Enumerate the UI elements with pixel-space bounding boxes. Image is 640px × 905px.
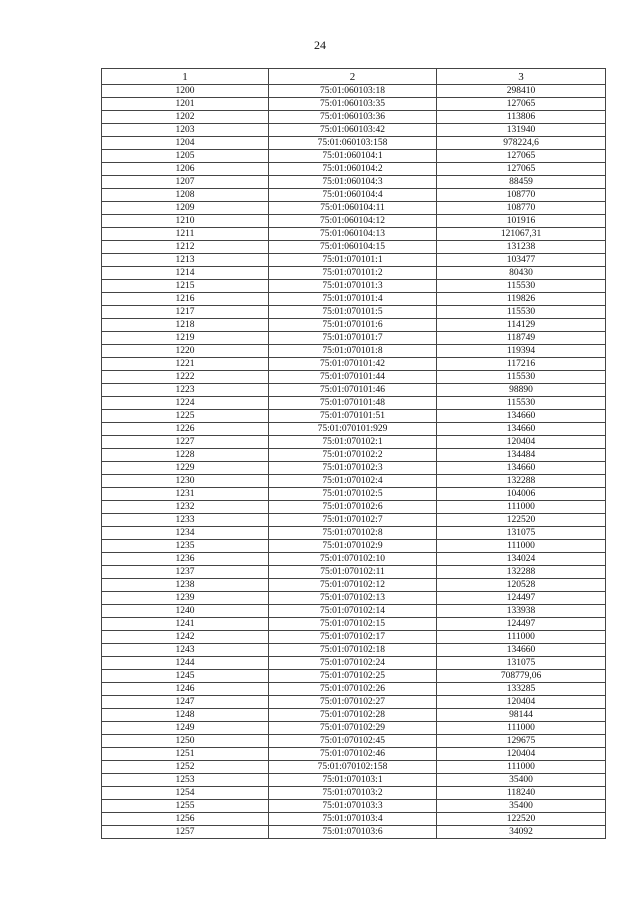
table-cell: 1246 [102, 683, 269, 696]
table-cell: 1220 [102, 345, 269, 358]
table-cell: 75:01:060104:15 [269, 241, 437, 254]
table-row [102, 449, 606, 462]
table-cell: 121067,31 [437, 228, 606, 241]
table-row [102, 241, 606, 254]
table-cell: 75:01:070103:6 [269, 826, 437, 839]
table-cell: 75:01:070101:44 [269, 371, 437, 384]
table-cell: 101916 [437, 215, 606, 228]
table-cell: 1231 [102, 488, 269, 501]
table-row [102, 683, 606, 696]
table-cell: 1248 [102, 709, 269, 722]
table-row [102, 98, 606, 111]
column-header-3: 3 [437, 69, 606, 85]
table-cell: 134660 [437, 410, 606, 423]
table-row [102, 280, 606, 293]
table-cell: 1257 [102, 826, 269, 839]
table-cell: 1203 [102, 124, 269, 137]
table-row [102, 371, 606, 384]
table-cell: 114129 [437, 319, 606, 332]
table-cell: 1255 [102, 800, 269, 813]
table-row [102, 345, 606, 358]
table-row [102, 592, 606, 605]
table-row [102, 215, 606, 228]
table-cell: 75:01:070102:5 [269, 488, 437, 501]
table-cell: 1210 [102, 215, 269, 228]
table-cell: 111000 [437, 501, 606, 514]
table-cell: 75:01:060104:3 [269, 176, 437, 189]
table-cell: 1247 [102, 696, 269, 709]
table-cell: 1234 [102, 527, 269, 540]
table-cell: 75:01:060104:12 [269, 215, 437, 228]
table-cell: 80430 [437, 267, 606, 280]
table-cell: 75:01:070102:15 [269, 618, 437, 631]
table-row [102, 358, 606, 371]
table-cell: 75:01:070102:11 [269, 566, 437, 579]
table-cell: 75:01:070102:1 [269, 436, 437, 449]
table-cell: 1239 [102, 592, 269, 605]
table-cell: 1206 [102, 163, 269, 176]
table-cell: 75:01:070102:26 [269, 683, 437, 696]
table-cell: 1209 [102, 202, 269, 215]
table-cell: 118240 [437, 787, 606, 800]
table-row [102, 462, 606, 475]
page-number: 24 [314, 38, 326, 52]
table-cell: 75:01:070102:45 [269, 735, 437, 748]
table-row [102, 202, 606, 215]
column-header-1: 1 [102, 69, 269, 85]
table-cell: 1225 [102, 410, 269, 423]
table-cell: 75:01:070101:4 [269, 293, 437, 306]
table-cell: 124497 [437, 618, 606, 631]
table-cell: 75:01:070101:48 [269, 397, 437, 410]
table-cell: 1212 [102, 241, 269, 254]
header-row [102, 69, 606, 85]
table-body [102, 85, 606, 839]
table-cell: 1228 [102, 449, 269, 462]
table-cell: 75:01:070102:12 [269, 579, 437, 592]
table-row [102, 254, 606, 267]
table-cell: 34092 [437, 826, 606, 839]
table-cell: 1205 [102, 150, 269, 163]
table-cell: 75:01:060103:158 [269, 137, 437, 150]
table-cell: 1217 [102, 306, 269, 319]
table-cell: 88459 [437, 176, 606, 189]
table-row [102, 826, 606, 839]
table-cell: 115530 [437, 280, 606, 293]
table-cell: 108770 [437, 202, 606, 215]
table-row [102, 813, 606, 826]
table-cell: 1218 [102, 319, 269, 332]
table-cell: 75:01:070102:9 [269, 540, 437, 553]
table-row [102, 397, 606, 410]
table-cell: 131940 [437, 124, 606, 137]
table-cell: 75:01:070102:10 [269, 553, 437, 566]
table-cell: 111000 [437, 761, 606, 774]
table-cell: 1201 [102, 98, 269, 111]
table-cell: 1252 [102, 761, 269, 774]
table-cell: 1202 [102, 111, 269, 124]
table-row [102, 514, 606, 527]
table-cell: 1251 [102, 748, 269, 761]
table-cell: 1244 [102, 657, 269, 670]
table-cell: 75:01:070102:18 [269, 644, 437, 657]
table-cell: 127065 [437, 163, 606, 176]
table-cell: 1207 [102, 176, 269, 189]
table-cell: 132288 [437, 566, 606, 579]
column-header-2: 2 [269, 69, 437, 85]
table-cell: 1254 [102, 787, 269, 800]
table-cell: 75:01:070101:42 [269, 358, 437, 371]
table-cell: 75:01:060104:4 [269, 189, 437, 202]
table-cell: 1250 [102, 735, 269, 748]
table-row [102, 475, 606, 488]
table-cell: 117216 [437, 358, 606, 371]
table-cell: 127065 [437, 98, 606, 111]
table-cell: 75:01:070101:51 [269, 410, 437, 423]
table-cell: 134660 [437, 462, 606, 475]
table-row [102, 709, 606, 722]
table-row [102, 189, 606, 202]
table-row [102, 111, 606, 124]
table-cell: 120404 [437, 696, 606, 709]
table-row [102, 540, 606, 553]
table-row [102, 553, 606, 566]
table-cell: 1253 [102, 774, 269, 787]
table-row [102, 605, 606, 618]
table-row [102, 488, 606, 501]
table-cell: 1211 [102, 228, 269, 241]
table-cell: 115530 [437, 306, 606, 319]
table-cell: 75:01:070102:17 [269, 631, 437, 644]
table-cell: 75:01:070102:6 [269, 501, 437, 514]
table-cell: 120404 [437, 436, 606, 449]
table-cell: 1223 [102, 384, 269, 397]
table-cell: 119394 [437, 345, 606, 358]
table-cell: 1222 [102, 371, 269, 384]
table-cell: 1213 [102, 254, 269, 267]
table-cell: 75:01:060104:1 [269, 150, 437, 163]
table-row [102, 176, 606, 189]
table-row [102, 410, 606, 423]
table-cell: 127065 [437, 150, 606, 163]
table-cell: 75:01:070103:3 [269, 800, 437, 813]
table-cell: 35400 [437, 774, 606, 787]
table-cell: 75:01:070102:158 [269, 761, 437, 774]
table-cell: 75:01:070102:13 [269, 592, 437, 605]
table-cell: 75:01:060103:35 [269, 98, 437, 111]
table-cell: 1215 [102, 280, 269, 293]
table-row [102, 527, 606, 540]
table-cell: 1216 [102, 293, 269, 306]
table-cell: 75:01:070101:6 [269, 319, 437, 332]
table-cell: 124497 [437, 592, 606, 605]
table-cell: 122520 [437, 514, 606, 527]
table-cell: 115530 [437, 397, 606, 410]
table-cell: 120404 [437, 748, 606, 761]
table-cell: 978224,6 [437, 137, 606, 150]
table-cell: 75:01:070103:2 [269, 787, 437, 800]
table-cell: 75:01:070102:7 [269, 514, 437, 527]
table-row [102, 787, 606, 800]
table-cell: 103477 [437, 254, 606, 267]
table-cell: 1229 [102, 462, 269, 475]
table-cell: 129675 [437, 735, 606, 748]
table-cell: 708779,06 [437, 670, 606, 683]
table-row [102, 163, 606, 176]
table-row [102, 319, 606, 332]
table-cell: 1256 [102, 813, 269, 826]
table-cell: 111000 [437, 722, 606, 735]
table-row [102, 137, 606, 150]
table-cell: 75:01:070101:8 [269, 345, 437, 358]
table-cell: 75:01:070102:25 [269, 670, 437, 683]
table-row [102, 631, 606, 644]
table-row [102, 306, 606, 319]
table-cell: 1233 [102, 514, 269, 527]
table-cell: 75:01:070103:1 [269, 774, 437, 787]
table-cell: 1249 [102, 722, 269, 735]
table-cell: 75:01:060103:18 [269, 85, 437, 98]
table-cell: 122520 [437, 813, 606, 826]
table-row [102, 618, 606, 631]
table-row [102, 657, 606, 670]
table-cell: 75:01:070102:24 [269, 657, 437, 670]
table-cell: 98144 [437, 709, 606, 722]
table-row [102, 644, 606, 657]
table-cell: 1208 [102, 189, 269, 202]
table-cell: 75:01:070101:929 [269, 423, 437, 436]
table-row [102, 423, 606, 436]
table-cell: 1241 [102, 618, 269, 631]
table-cell: 75:01:060104:11 [269, 202, 437, 215]
table-cell: 75:01:070101:46 [269, 384, 437, 397]
table-cell: 111000 [437, 540, 606, 553]
table-cell: 108770 [437, 189, 606, 202]
table-row [102, 293, 606, 306]
table-row [102, 774, 606, 787]
table-row [102, 436, 606, 449]
table-cell: 75:01:070101:2 [269, 267, 437, 280]
table-cell: 131075 [437, 657, 606, 670]
table-cell: 75:01:060104:13 [269, 228, 437, 241]
table-cell: 1226 [102, 423, 269, 436]
table-cell: 104006 [437, 488, 606, 501]
table-row [102, 384, 606, 397]
table-cell: 131238 [437, 241, 606, 254]
table-row [102, 332, 606, 345]
table-cell: 1245 [102, 670, 269, 683]
table-cell: 132288 [437, 475, 606, 488]
table-cell: 1219 [102, 332, 269, 345]
table-row [102, 150, 606, 163]
table-row [102, 579, 606, 592]
table-cell: 75:01:070102:3 [269, 462, 437, 475]
table-cell: 1224 [102, 397, 269, 410]
table-cell: 134660 [437, 644, 606, 657]
table-row [102, 501, 606, 514]
table-cell: 75:01:070101:7 [269, 332, 437, 345]
table-row [102, 722, 606, 735]
table-cell: 75:01:070101:3 [269, 280, 437, 293]
table-cell: 115530 [437, 371, 606, 384]
table-row [102, 228, 606, 241]
table-row [102, 267, 606, 280]
table-cell: 98890 [437, 384, 606, 397]
table-cell: 75:01:070102:2 [269, 449, 437, 462]
table-cell: 134484 [437, 449, 606, 462]
table-cell: 75:01:060103:42 [269, 124, 437, 137]
table-cell: 133285 [437, 683, 606, 696]
table-row [102, 670, 606, 683]
table-cell: 1237 [102, 566, 269, 579]
table-cell: 1242 [102, 631, 269, 644]
table-cell: 120528 [437, 579, 606, 592]
table-cell: 75:01:060104:2 [269, 163, 437, 176]
table-cell: 134660 [437, 423, 606, 436]
table-row [102, 800, 606, 813]
table-cell: 75:01:070102:14 [269, 605, 437, 618]
table-row [102, 124, 606, 137]
table-cell: 131075 [437, 527, 606, 540]
table-cell: 75:01:070102:46 [269, 748, 437, 761]
table-cell: 1240 [102, 605, 269, 618]
table-cell: 118749 [437, 332, 606, 345]
data-table [101, 68, 606, 839]
table-cell: 298410 [437, 85, 606, 98]
table-cell: 75:01:070102:29 [269, 722, 437, 735]
table-cell: 75:01:070102:8 [269, 527, 437, 540]
table-row [102, 85, 606, 98]
table-cell: 133938 [437, 605, 606, 618]
table-cell: 75:01:070101:5 [269, 306, 437, 319]
table-cell: 1204 [102, 137, 269, 150]
table-cell: 111000 [437, 631, 606, 644]
table-cell: 1243 [102, 644, 269, 657]
table-cell: 134024 [437, 553, 606, 566]
table-cell: 75:01:070102:4 [269, 475, 437, 488]
table-cell: 1214 [102, 267, 269, 280]
table-cell: 1236 [102, 553, 269, 566]
table-cell: 1230 [102, 475, 269, 488]
table-cell: 1227 [102, 436, 269, 449]
table-row [102, 735, 606, 748]
table-cell: 75:01:070102:28 [269, 709, 437, 722]
table-cell: 1238 [102, 579, 269, 592]
table-row [102, 761, 606, 774]
table-cell: 1235 [102, 540, 269, 553]
table-cell: 75:01:060103:36 [269, 111, 437, 124]
table-cell: 75:01:070101:1 [269, 254, 437, 267]
table-cell: 75:01:070102:27 [269, 696, 437, 709]
table-cell: 1200 [102, 85, 269, 98]
table-cell: 35400 [437, 800, 606, 813]
table-cell: 1232 [102, 501, 269, 514]
table-cell: 119826 [437, 293, 606, 306]
table-cell: 1221 [102, 358, 269, 371]
table-row [102, 566, 606, 579]
table-row [102, 696, 606, 709]
table-cell: 75:01:070103:4 [269, 813, 437, 826]
table-cell: 113806 [437, 111, 606, 124]
table-row [102, 748, 606, 761]
